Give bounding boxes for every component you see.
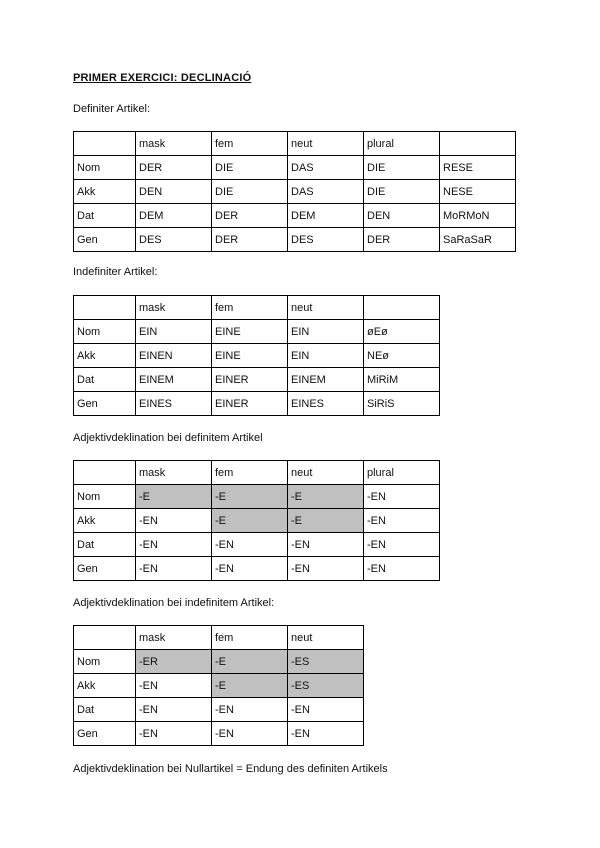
table-header-row bbox=[74, 132, 516, 156]
header-cell: mask bbox=[136, 626, 212, 650]
header-cell bbox=[440, 132, 516, 156]
table-row bbox=[74, 674, 364, 698]
table-row bbox=[74, 698, 364, 722]
case-label-cell: Akk bbox=[74, 180, 136, 204]
table-cell: DES bbox=[288, 228, 364, 252]
table-row bbox=[74, 650, 364, 674]
table-cell: RESE bbox=[440, 156, 516, 180]
table-cell: -EN bbox=[136, 674, 212, 698]
table-cell: DEM bbox=[288, 204, 364, 228]
table-cell: -ES bbox=[288, 674, 364, 698]
table-cell: -EN bbox=[288, 533, 364, 557]
table-cell: EINEM bbox=[136, 368, 212, 392]
table-row bbox=[74, 485, 440, 509]
table-adj-indefinite bbox=[73, 625, 364, 746]
table-cell: EIN bbox=[136, 320, 212, 344]
table-header-row bbox=[74, 296, 440, 320]
table-cell: -EN bbox=[288, 557, 364, 581]
table-row bbox=[74, 722, 364, 746]
table-row bbox=[74, 156, 516, 180]
footer-note: Adjektivdeklination bei Nullartikel = Endung des definiten Artikels bbox=[73, 763, 388, 775]
table-cell: -E bbox=[212, 650, 288, 674]
table-cell: -EN bbox=[136, 557, 212, 581]
table-cell: DER bbox=[136, 156, 212, 180]
caption-adj-definite: Adjektivdeklination bei definitem Artikel bbox=[73, 432, 263, 444]
table-cell: EIN bbox=[288, 344, 364, 368]
table-cell: -EN bbox=[212, 557, 288, 581]
table-cell: DEN bbox=[136, 180, 212, 204]
table-row bbox=[74, 533, 440, 557]
table-cell: DER bbox=[212, 228, 288, 252]
table-cell: -EN bbox=[136, 533, 212, 557]
header-cell: plural bbox=[364, 132, 440, 156]
table-cell: EINE bbox=[212, 320, 288, 344]
caption-definite-article: Definiter Artikel: bbox=[73, 103, 151, 115]
case-label-cell: Gen bbox=[74, 557, 136, 581]
table-cell: -EN bbox=[364, 509, 440, 533]
header-cell bbox=[74, 461, 136, 485]
case-label-cell: Dat bbox=[74, 533, 136, 557]
table-row bbox=[74, 392, 440, 416]
header-cell: mask bbox=[136, 132, 212, 156]
case-label-cell: Akk bbox=[74, 344, 136, 368]
header-cell bbox=[74, 132, 136, 156]
table-cell: SiRiS bbox=[364, 392, 440, 416]
case-label-cell: Gen bbox=[74, 228, 136, 252]
table-cell: DIE bbox=[212, 156, 288, 180]
table-cell: -EN bbox=[136, 509, 212, 533]
table-cell: -ER bbox=[136, 650, 212, 674]
table-cell: EINEM bbox=[288, 368, 364, 392]
table-definite-article bbox=[73, 131, 516, 252]
table-row bbox=[74, 228, 516, 252]
header-cell: neut bbox=[288, 626, 364, 650]
table-cell: -EN bbox=[364, 557, 440, 581]
table-row bbox=[74, 509, 440, 533]
caption-adj-indefinite: Adjektivdeklination bei indefinitem Artikel: bbox=[73, 597, 275, 609]
table-cell: DES bbox=[136, 228, 212, 252]
table-cell: EIN bbox=[288, 320, 364, 344]
table-cell: DAS bbox=[288, 180, 364, 204]
case-label-cell: Nom bbox=[74, 320, 136, 344]
table-cell: MoRMoN bbox=[440, 204, 516, 228]
page-title: PRIMER EXERCICI: DECLINACIÓ bbox=[73, 72, 252, 84]
table-cell: -E bbox=[288, 509, 364, 533]
header-cell bbox=[74, 626, 136, 650]
table-row bbox=[74, 180, 516, 204]
table-cell: SaRaSaR bbox=[440, 228, 516, 252]
case-label-cell: Dat bbox=[74, 368, 136, 392]
table-header-row bbox=[74, 626, 364, 650]
table-cell: -EN bbox=[288, 722, 364, 746]
case-label-cell: Dat bbox=[74, 204, 136, 228]
case-label-cell: Gen bbox=[74, 392, 136, 416]
table-cell: -EN bbox=[136, 698, 212, 722]
header-cell: fem bbox=[212, 132, 288, 156]
case-label-cell: Nom bbox=[74, 650, 136, 674]
table-cell: EINEN bbox=[136, 344, 212, 368]
header-cell: fem bbox=[212, 461, 288, 485]
table-cell: DIE bbox=[212, 180, 288, 204]
table-cell: EINER bbox=[212, 368, 288, 392]
table-indefinite-article bbox=[73, 295, 440, 416]
table-cell: øEø bbox=[364, 320, 440, 344]
table-cell: EINER bbox=[212, 392, 288, 416]
case-label-cell: Nom bbox=[74, 485, 136, 509]
table-cell: DIE bbox=[364, 180, 440, 204]
table-row bbox=[74, 368, 440, 392]
case-label-cell: Gen bbox=[74, 722, 136, 746]
table-cell: DER bbox=[212, 204, 288, 228]
table-cell: NEø bbox=[364, 344, 440, 368]
header-cell: neut bbox=[288, 461, 364, 485]
table-cell: -EN bbox=[288, 698, 364, 722]
table-row bbox=[74, 320, 440, 344]
header-cell: mask bbox=[136, 461, 212, 485]
table-cell: DER bbox=[364, 228, 440, 252]
table-cell: -EN bbox=[364, 533, 440, 557]
table-cell: DEN bbox=[364, 204, 440, 228]
table-cell: -EN bbox=[364, 485, 440, 509]
header-cell: plural bbox=[364, 461, 440, 485]
header-cell: neut bbox=[288, 132, 364, 156]
table-cell: EINES bbox=[136, 392, 212, 416]
table-cell: EINE bbox=[212, 344, 288, 368]
table-cell: -ES bbox=[288, 650, 364, 674]
header-cell: mask bbox=[136, 296, 212, 320]
table-cell: DAS bbox=[288, 156, 364, 180]
header-cell bbox=[74, 296, 136, 320]
table-cell: -EN bbox=[212, 698, 288, 722]
table-cell: DIE bbox=[364, 156, 440, 180]
table-cell: -E bbox=[288, 485, 364, 509]
table-cell: -E bbox=[212, 485, 288, 509]
table-row bbox=[74, 204, 516, 228]
table-cell: -E bbox=[212, 509, 288, 533]
caption-indefinite-article: Indefiniter Artikel: bbox=[73, 266, 158, 278]
case-label-cell: Akk bbox=[74, 509, 136, 533]
table-cell: -E bbox=[212, 674, 288, 698]
table-cell: -EN bbox=[212, 722, 288, 746]
table-cell: MiRiM bbox=[364, 368, 440, 392]
table-cell: -E bbox=[136, 485, 212, 509]
header-cell: neut bbox=[288, 296, 364, 320]
case-label-cell: Dat bbox=[74, 698, 136, 722]
header-cell: fem bbox=[212, 296, 288, 320]
table-cell: NESE bbox=[440, 180, 516, 204]
table-cell: DEM bbox=[136, 204, 212, 228]
case-label-cell: Nom bbox=[74, 156, 136, 180]
table-cell: -EN bbox=[212, 533, 288, 557]
table-adj-definite bbox=[73, 460, 440, 581]
table-header-row bbox=[74, 461, 440, 485]
case-label-cell: Akk bbox=[74, 674, 136, 698]
table-cell: -EN bbox=[136, 722, 212, 746]
table-cell: EINES bbox=[288, 392, 364, 416]
header-cell bbox=[364, 296, 440, 320]
table-row bbox=[74, 557, 440, 581]
table-row bbox=[74, 344, 440, 368]
header-cell: fem bbox=[212, 626, 288, 650]
